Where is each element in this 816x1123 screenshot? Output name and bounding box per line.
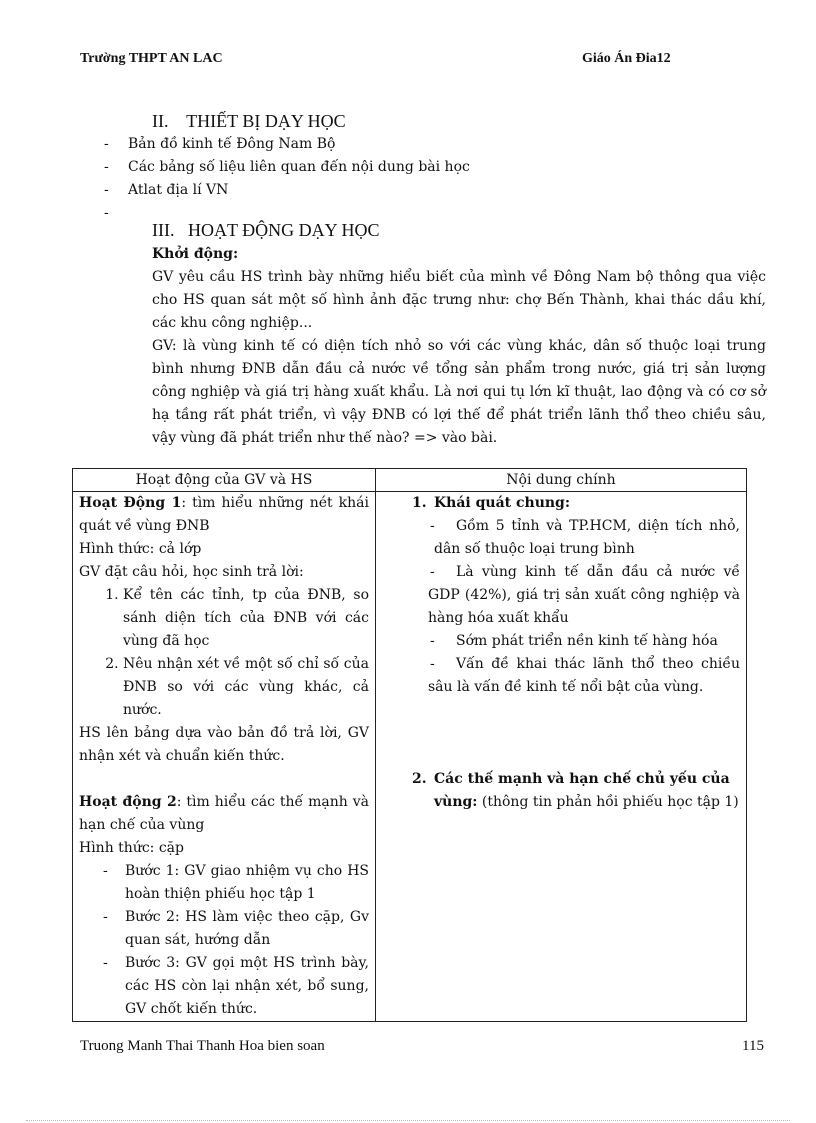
activity-1-heading bbox=[79, 492, 369, 538]
activity-2-form: Hình thức: cặp bbox=[79, 840, 184, 856]
list-item: - Các bảng số liệu liên quan đến nội dung bài học bbox=[104, 156, 744, 179]
column-header-content: Nội dung chính bbox=[376, 469, 747, 492]
list-item: 1. Kể tên các tỉnh, tp của ĐNB, so sánh diện tích của ĐNB với các vùng đã học bbox=[123, 584, 369, 653]
point-1-number: 1. bbox=[412, 495, 427, 511]
activity-1-question: GV đặt câu hỏi, học sinh trả lời: bbox=[79, 564, 304, 580]
column-header-activities: Hoạt động của GV và HS bbox=[73, 469, 376, 492]
point-2-heading bbox=[406, 768, 740, 814]
list-item: 2. Nêu nhận xét về một số chỉ số của ĐNB so với các vùng khác, cả nước. bbox=[123, 653, 369, 722]
list-item: - Bước 2: HS làm việc theo cặp, Gv quan sát, hướng dẫn bbox=[103, 906, 369, 952]
activity-2-desc: : tìm hiểu các thế mạnh và hạn chế của vùng bbox=[79, 794, 369, 833]
section-2-title: II. THIẾT BỊ DẠY HỌC bbox=[152, 111, 346, 131]
point-1-title: Khái quát chung: bbox=[434, 495, 571, 511]
activity-2-steps bbox=[79, 860, 369, 1021]
warmup-label: Khởi động: bbox=[152, 246, 239, 262]
activity-1-conclusion: HS lên bảng dựa vào bản đồ trả lời, GV nhận xét và chuẩn kiến thức. bbox=[79, 725, 369, 764]
activity-1-tasks bbox=[79, 584, 369, 722]
point-2-note: (thông tin phản hồi phiếu học tập 1) bbox=[477, 794, 739, 810]
lesson-table bbox=[72, 468, 747, 1022]
point-1-item-3: - Sớm phát triển nền kinh tế hàng hóa bbox=[430, 633, 718, 649]
section-3-title: III. HOẠT ĐỘNG DẠY HỌC bbox=[152, 220, 380, 240]
page-number: 115 bbox=[742, 1038, 764, 1054]
list-item: - Bước 3: GV gọi một HS trình bày, các HS còn lại nhận xét, bổ sung, GV chốt kiến thức. bbox=[103, 952, 369, 1021]
activity-1-desc: : tìm hiểu những nét khái quát về vùng ĐNB bbox=[79, 495, 369, 534]
activity-2-title: Hoạt động 2 bbox=[79, 794, 177, 810]
list-item: - Bước 1: GV giao nhiệm vụ cho HS hoàn thiện phiếu học tập 1 bbox=[103, 860, 369, 906]
activities-cell bbox=[73, 492, 376, 1022]
school-name: Trường THPT AN LAC bbox=[80, 51, 223, 66]
activity-1-form: Hình thức: cả lớp bbox=[79, 541, 202, 557]
point-2-number: 2. bbox=[412, 771, 427, 787]
content-cell bbox=[376, 492, 747, 1022]
activity-2-heading bbox=[79, 791, 369, 837]
list-item: - Atlat địa lí VN bbox=[104, 179, 744, 202]
point-1-item-2: - Là vùng kinh tế dẫn đầu cả nước về GDP (42%), giá trị sản xuất công nghiệp và hàng hóa xuất khẩu bbox=[428, 564, 740, 626]
list-item: - Bản đồ kinh tế Đông Nam Bộ bbox=[104, 133, 744, 156]
equipment-list bbox=[104, 133, 744, 225]
point-2-title: Các thế mạnh và hạn chế chủ yếu của vùng: bbox=[434, 771, 730, 810]
warmup-paragraph-2: GV: là vùng kinh tế có diện tích nhỏ so với các vùng khác, dân số thuộc loại trung bình nhưng ĐNB dẫn đầu cả nước về tổng sản phẩm trong nước, giá trị sản lượng công nghiệp và giá trị hàng xuất khẩu. Là nơi qui tụ lớn kĩ thuật, lao động và có cơ sở hạ tầng rất phát triển, vì vậy ĐNB có lợi thế để phát triển lãnh thổ theo chiều sâu, vậy vùng đã phát triển như thế nào? => vào bài. bbox=[152, 338, 766, 446]
point-1-item-1: - Gồm 5 tỉnh và TP.HCM, diện tích nhỏ, dân số thuộc loại trung bình bbox=[430, 518, 740, 557]
subject-title: Giáo Án Đia12 bbox=[582, 51, 671, 66]
activity-1-title: Hoạt Động 1 bbox=[79, 495, 182, 511]
point-1-item-4: - Vấn đề khai thác lãnh thổ theo chiều sâu là vấn đề kinh tế nổi bật của vùng. bbox=[428, 656, 740, 695]
warmup-paragraph-1: GV yêu cầu HS trình bày những hiểu biết của mình về Đông Nam bộ thông qua việc cho HS quan sát một số hình ảnh đặc trưng như: chợ Bến Thành, khai thác dầu khí, các khu công nghiệp... bbox=[152, 269, 766, 331]
page-divider bbox=[26, 1120, 790, 1121]
footer-author: Truong Manh Thai Thanh Hoa bien soan bbox=[80, 1038, 325, 1054]
point-1-heading bbox=[406, 492, 740, 515]
